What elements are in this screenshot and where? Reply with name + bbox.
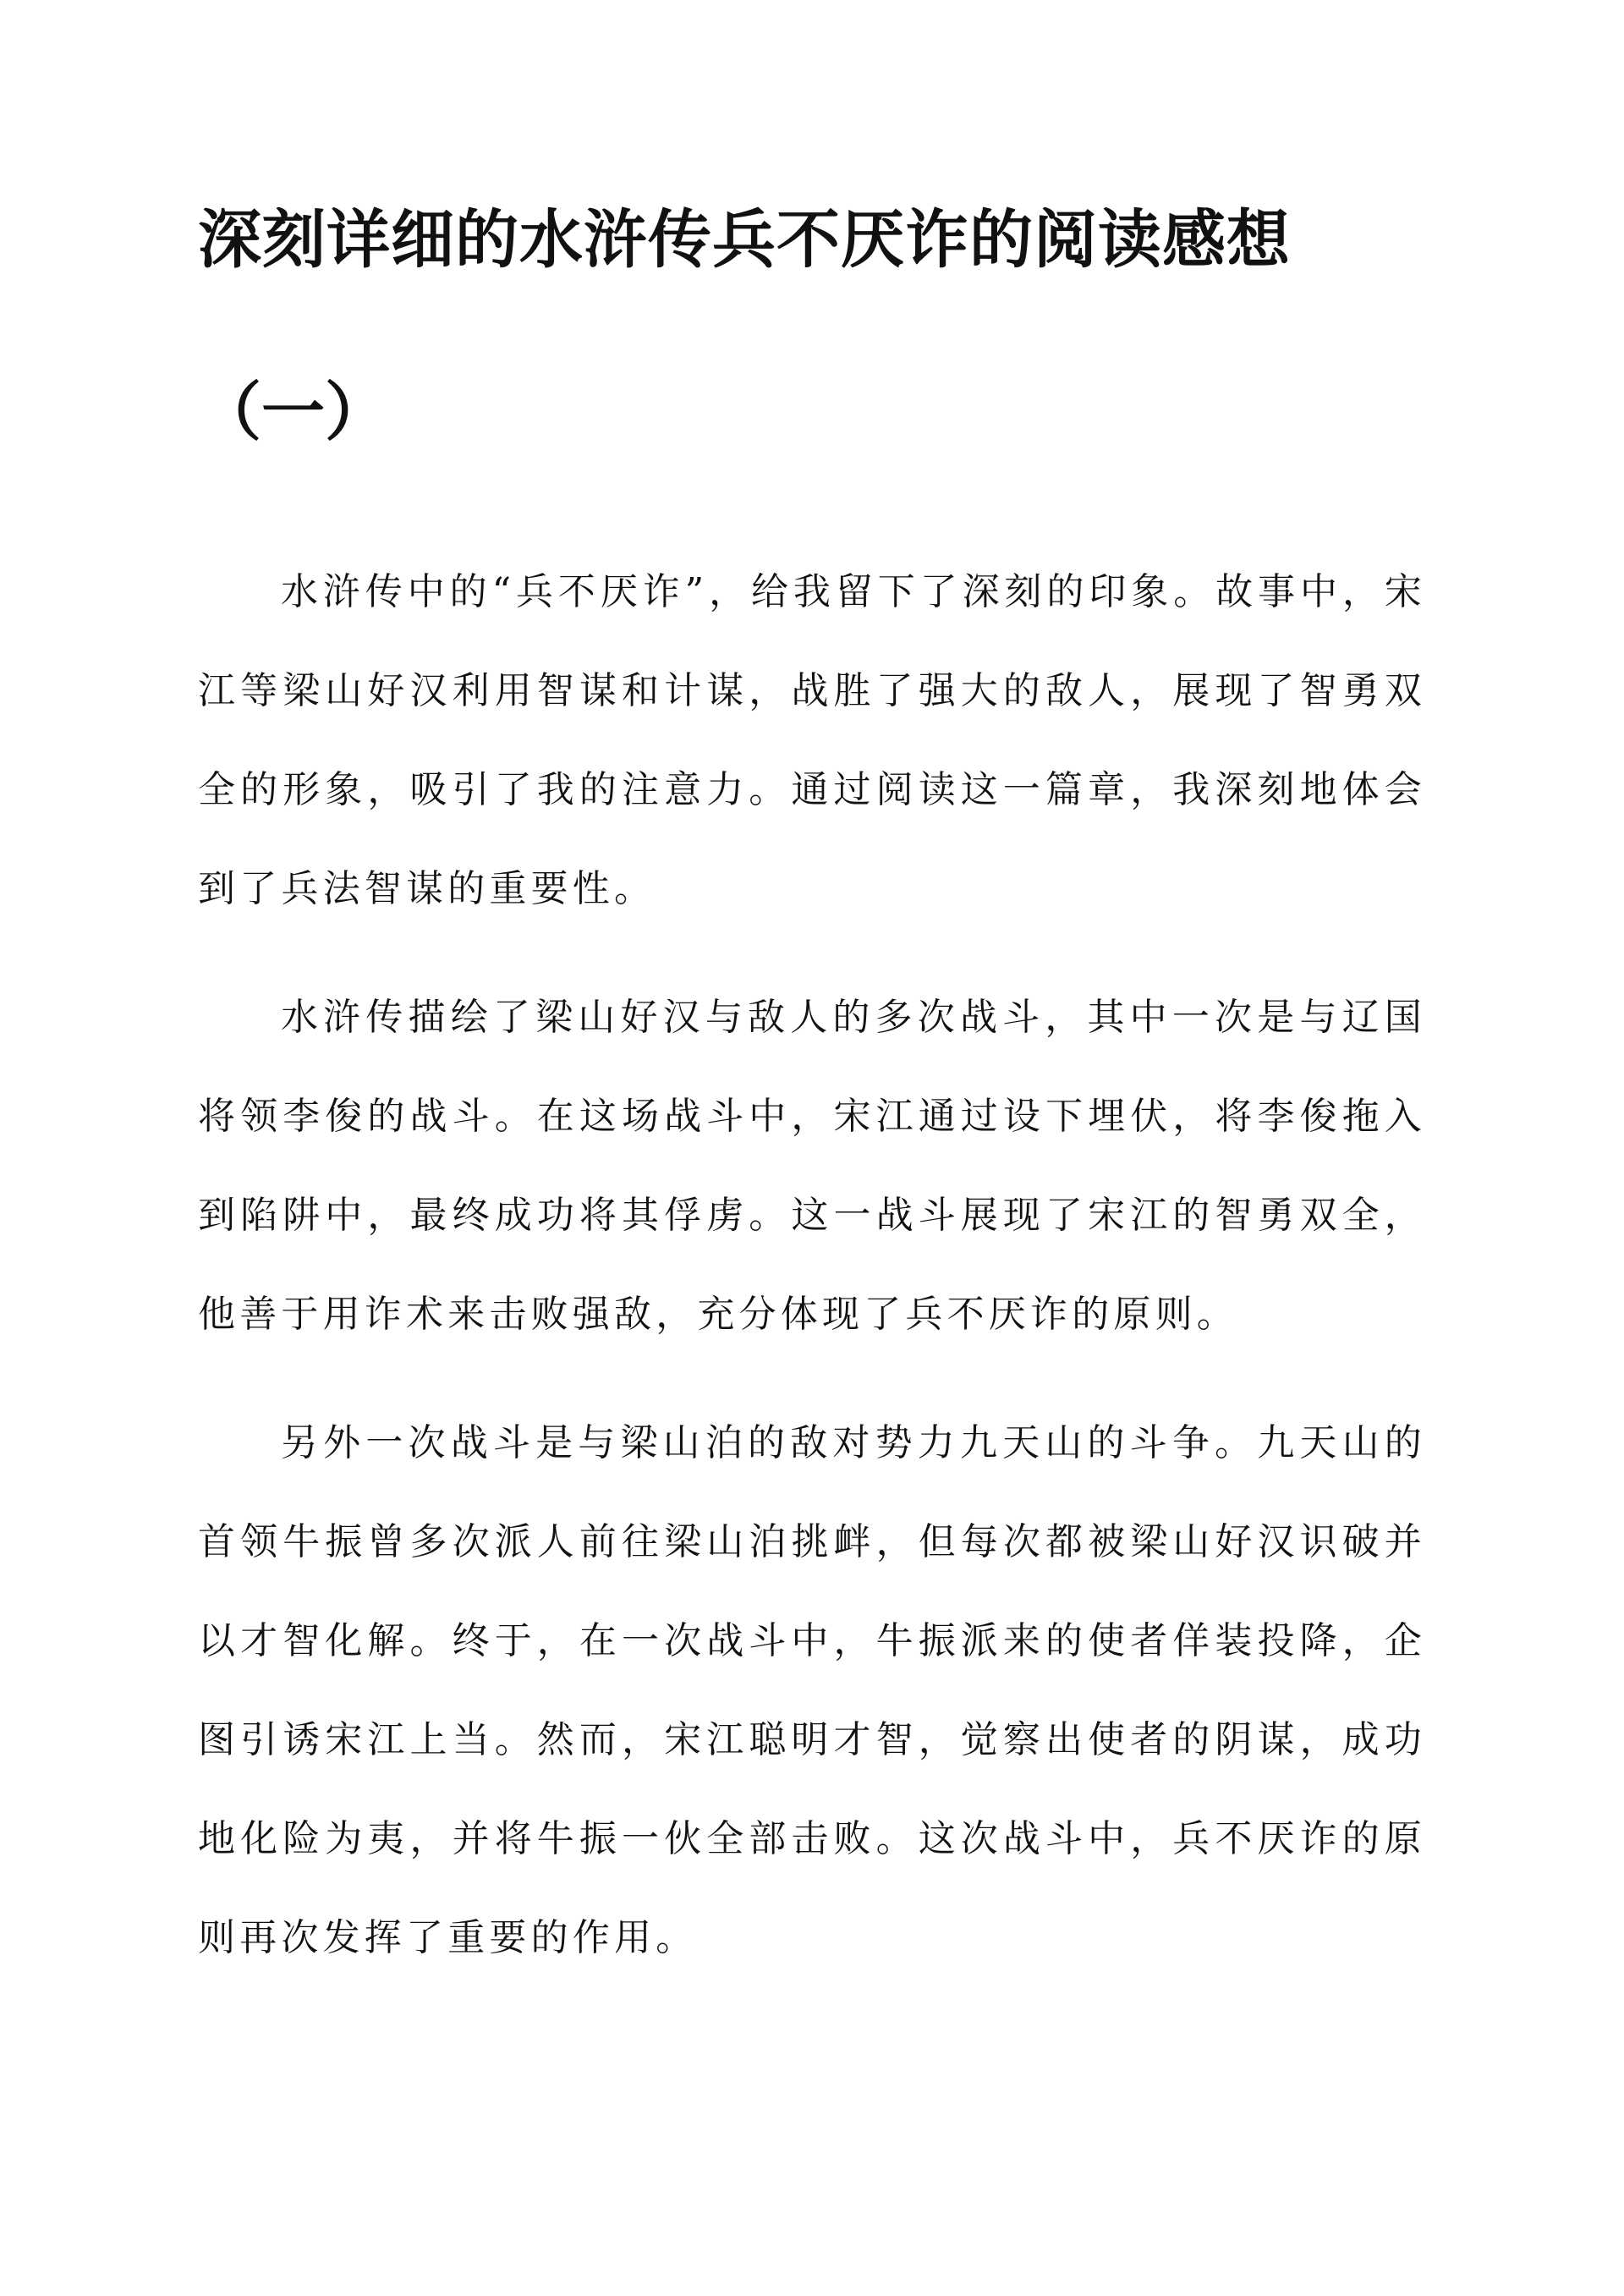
section-number: （一） xyxy=(198,375,389,449)
paragraph-1: 水浒传中的“兵不厌诈”，给我留下了深刻的印象。故事中，宋江等梁山好汉利用智谋和计谋，战胜了强大的敌人，展现了智勇双全的形象，吸引了我的注意力。通过阅读这一篇章，我深刻地体会到了兵法智谋的重要性。 xyxy=(198,570,1426,910)
paragraph-2: 水浒传描绘了梁山好汉与敌人的多次战斗，其中一次是与辽国将领李俊的战斗。在这场战斗中，宋江通过设下埋伏，将李俊拖入到陷阱中，最终成功将其俘虏。这一战斗展现了宋江的智勇双全，他善于用诈术来击败强敌，充分体现了兵不厌诈的原则。 xyxy=(198,996,1426,1336)
paragraph-3: 另外一次战斗是与梁山泊的敌对势力九天山的斗争。九天山的首领牛振曾多次派人前往梁山泊挑衅，但每次都被梁山好汉识破并以才智化解。终于，在一次战斗中，牛振派来的使者佯装投降，企图引诱宋江上当。然而，宋江聪明才智，觉察出使者的阴谋，成功地化险为夷，并将牛振一伙全部击败。这次战斗中，兵不厌诈的原则再次发挥了重要的作用。 xyxy=(198,1421,1426,1959)
page-title: 深刻详细的水浒传兵不厌诈的阅读感想 xyxy=(198,202,1292,277)
